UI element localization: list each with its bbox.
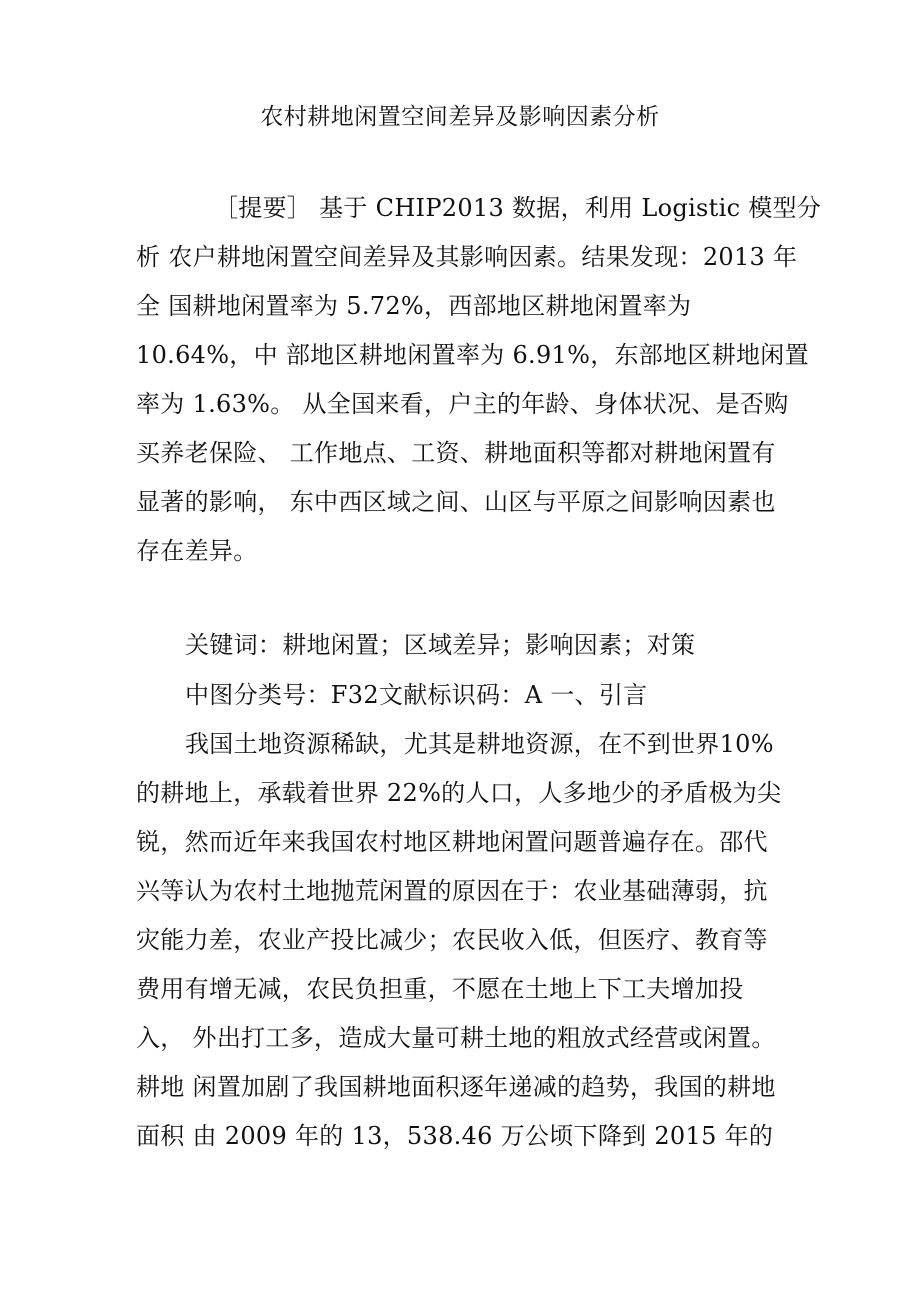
abstract-line: 存在差异。	[136, 537, 258, 565]
abstract-line: 买养老保险、 工作地点、工资、耕地面积等都对耕地闲置有	[136, 439, 776, 467]
abstract-line: ［提要］ 基于 CHIP2013 数据，利用 Logistic 模型分	[214, 194, 822, 222]
intro-line: 的耕地上，承载着世界 22%的人口，人多地少的矛盾极为尖	[136, 779, 782, 807]
intro-line: 我国土地资源稀缺，尤其是耕地资源，在不到世界10%	[185, 730, 774, 758]
document-title: 农村耕地闲置空间差异及影响因素分析	[260, 104, 660, 130]
keywords-line: 关键词：耕地闲置；区域差异；影响因素；对策	[185, 631, 696, 659]
intro-line: 灾能力差，农业产投比减少；农民收入低，但医疗、教育等	[136, 926, 768, 954]
intro-line: 耕地 闲置加剧了我国耕地面积逐年递减的趋势，我国的耕地	[136, 1073, 776, 1101]
abstract-line: 析 农户耕地闲置空间差异及其影响因素。结果发现：2013 年	[136, 243, 798, 271]
abstract-line: 率为 1.63%。 从全国来看，户主的年龄、身体状况、是否购	[136, 390, 789, 418]
abstract-line: 10.64%，中 部地区耕地闲置率为 6.91%，东部地区耕地闲置	[136, 341, 809, 369]
classification-line: 中图分类号：F32文献标识码：A 一、引言	[185, 681, 648, 709]
abstract-line: 全 国耕地闲置率为 5.72%，西部地区耕地闲置率为	[136, 292, 692, 320]
intro-line: 面积 由 2009 年的 13，538.46 万公顷下降到 2015 年的	[136, 1122, 774, 1150]
abstract-line: 显著的影响， 东中西区域之间、山区与平原之间影响因素也	[136, 488, 776, 516]
intro-line: 兴等认为农村土地抛荒闲置的原因在于：农业基础薄弱，抗	[136, 877, 768, 905]
intro-line: 费用有增无减，农民负担重，不愿在土地上下工夫增加投	[136, 975, 744, 1003]
intro-line: 锐，然而近年来我国农村地区耕地闲置问题普遍存在。邵代	[136, 828, 768, 856]
intro-line: 入， 外出打工多，造成大量可耕土地的粗放式经营或闲置。	[136, 1024, 776, 1052]
